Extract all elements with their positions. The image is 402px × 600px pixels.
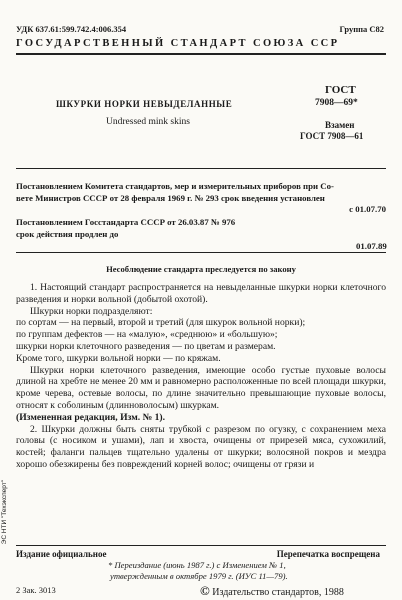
replaces-standard: ГОСТ 7908—61 bbox=[300, 131, 364, 141]
paragraph-6: Кроме того, шкурки вольной норки — по кряжам. bbox=[16, 352, 221, 364]
extension-block bbox=[16, 217, 386, 240]
udk-code: УДК 637.61:599.742.4:006.354 bbox=[16, 24, 127, 34]
standard-subtitle: Undressed mink skins bbox=[106, 117, 190, 127]
official-edition: Издание официальное bbox=[16, 549, 107, 559]
reprint-prohibited: Перепечатка воспрещена bbox=[276, 549, 380, 559]
law-notice: Несоблюдение стандарта преследуется по закону bbox=[106, 264, 296, 274]
gost-number: 7908—69* bbox=[315, 98, 358, 108]
copyright bbox=[200, 583, 344, 599]
side-stamp: ЭС НТИ "Техэксперт" bbox=[1, 480, 8, 545]
replaces-label: Взамен bbox=[325, 120, 355, 130]
decree-block bbox=[16, 181, 386, 216]
header-rule bbox=[16, 53, 386, 55]
gost-label: ГОСТ bbox=[325, 84, 356, 96]
extension-line-1: Постановлением Госстандарта СССР от 26.03.87 № 976 bbox=[16, 217, 236, 227]
divider-mid bbox=[16, 252, 386, 253]
paragraph-9: 2. Шкурки должны быть сняты трубкой с разрезом по огузку, с сохранением меха головы (с носиком и ушами), лап и хвоста, очищены от прирезей мяса, сухожилий, костей; фаланги пальцев тщательно удалены от шкурки; волосяной покров и мездра хорошо обезжирены без повреждений корней волос; очищены от грязи и bbox=[16, 423, 386, 470]
print-mark: 2 Зак. 3013 bbox=[16, 585, 56, 595]
decree-date: с 01.07.70 bbox=[349, 204, 386, 215]
paragraph-2: Шкурки норки подразделяют: bbox=[30, 305, 153, 317]
reissue-note-line-1: * Переиздание (июнь 1987 г.) с Изменением № 1, bbox=[108, 560, 286, 570]
copyright-text: Издательство стандартов, 1988 bbox=[212, 587, 344, 598]
extension-date: 01.07.89 bbox=[356, 241, 387, 251]
paragraph-7: Шкурки норки клеточного разведения, имеющие особо густые пуховые волосы длиной на хребте не менее 20 мм и равномерно расположенные по всей площади шкурки, кроме черева, остевые волосы, по длине значительно превышающие пуховые волосы, относят к соболиным (длинноволосым) шкуркам. bbox=[16, 364, 386, 411]
amendment-note: (Измененная редакция, Изм. № 1). bbox=[16, 411, 166, 423]
copyright-icon: © bbox=[200, 583, 210, 598]
header-title: ГОСУДАРСТВЕННЫЙ СТАНДАРТ СОЮЗА ССР bbox=[16, 38, 340, 49]
paragraph-3: по сортам — на первый, второй и третий (для шкурок вольной норки); bbox=[16, 317, 306, 329]
divider-footer bbox=[16, 545, 386, 546]
paragraph-1: 1. Настоящий стандарт распространяется на невыделанные шкурки норки клеточного разведения и норки вольной (добытой охотой). bbox=[16, 282, 386, 305]
divider-top bbox=[16, 168, 386, 169]
reissue-note-line-2: утвержденным в октябре 1979 г. (ИУС 11—79). bbox=[110, 571, 288, 581]
decree-line-2: вете Министров СССР от 28 февраля 1969 г. № 293 срок введения установлен bbox=[16, 192, 325, 203]
extension-line-2: срок действия продлен до bbox=[16, 228, 119, 239]
reissue-note bbox=[108, 560, 388, 582]
standard-title: ШКУРКИ НОРКИ НЕВЫДЕЛАННЫЕ bbox=[56, 99, 233, 109]
paragraph-5: шкурки норки клеточного разведения — по цветам и размерам. bbox=[16, 340, 276, 352]
paragraph-4: по группам дефектов — на «малую», «среднюю» и «большую»; bbox=[16, 329, 278, 341]
group-code: Группа С82 bbox=[339, 24, 384, 34]
decree-line-1: Постановлением Комитета стандартов, мер и измерительных приборов при Со- bbox=[16, 181, 334, 191]
body-text bbox=[16, 282, 386, 471]
